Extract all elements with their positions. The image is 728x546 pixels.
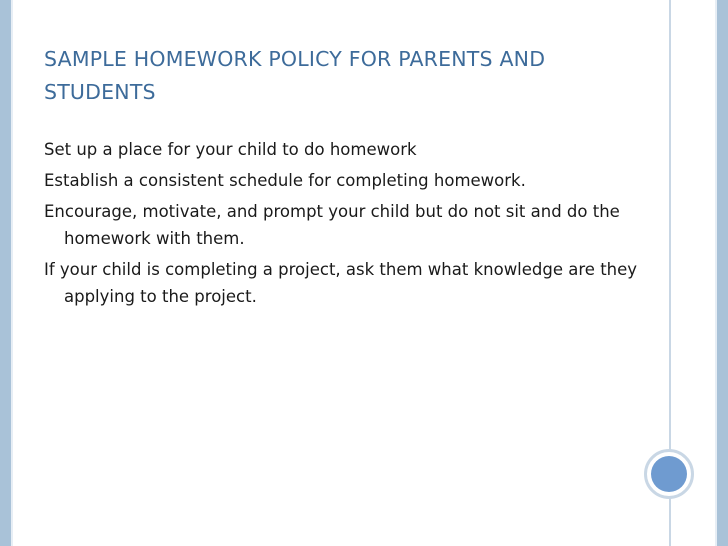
right-border-stripe — [717, 0, 728, 546]
bullet-item: Encourage, motivate, and prompt your child but do not sit and do the homework with them. — [44, 202, 620, 248]
left-border-stripe — [0, 0, 11, 546]
bullet-item: Set up a place for your child to do homework — [44, 140, 417, 159]
decorative-circle-icon — [651, 456, 687, 492]
bullet-item: Establish a consistent schedule for completing homework. — [44, 171, 526, 190]
left-border-inner — [11, 0, 13, 546]
bullet-list — [44, 136, 656, 314]
bullet-item: If your child is completing a project, ask them what knowledge are they applying to the project. — [44, 260, 638, 306]
right-border-inner — [715, 0, 717, 546]
slide-title: SAMPLE HOMEWORK POLICY FOR PARENTS AND STUDENTS — [44, 47, 546, 104]
